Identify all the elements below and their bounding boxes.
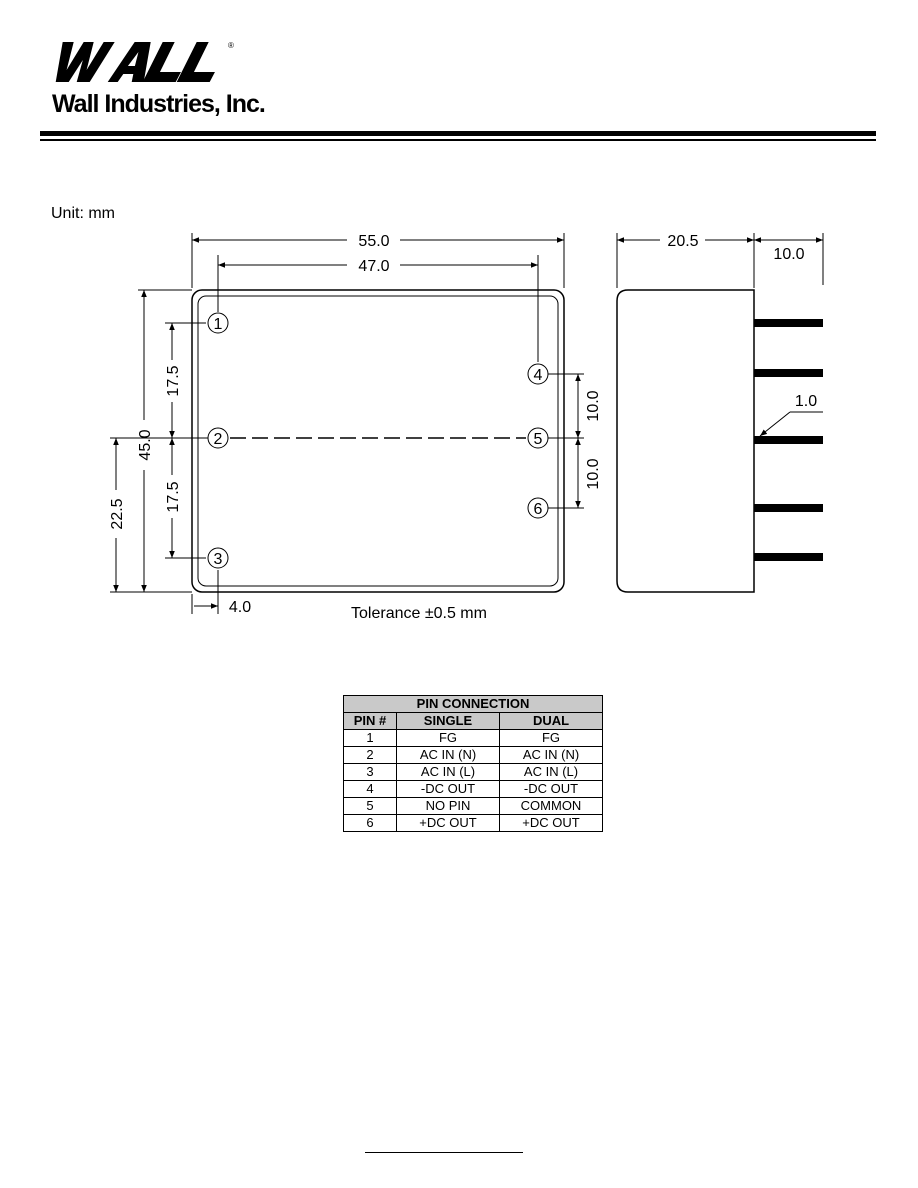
pin-number: 2 (344, 747, 397, 764)
tolerance-label: Tolerance ±0.5 mm (351, 605, 487, 622)
table-row (344, 798, 603, 815)
dual-function: -DC OUT (500, 781, 603, 798)
dual-function: +DC OUT (500, 815, 603, 832)
pin-number: 4 (344, 781, 397, 798)
dim-pin2-to-pin3: 17.5 (165, 481, 182, 513)
pin-marker-3: 3 (213, 551, 223, 568)
dual-function: FG (500, 730, 603, 747)
dim-pin4-to-pin5: 10.0 (585, 390, 602, 422)
table-row (344, 764, 603, 781)
table-row (344, 815, 603, 832)
pin-marker-1: 1 (213, 316, 223, 333)
header-dual: DUAL (500, 713, 603, 730)
dim-edge-offset: 4.0 (228, 599, 252, 616)
dim-pin-diameter: 1.0 (794, 393, 818, 410)
dim-side-depth: 20.5 (667, 233, 699, 250)
side-view-outline (617, 290, 754, 592)
dim-pin1-to-pin2: 17.5 (165, 365, 182, 397)
pin-marker-4: 4 (533, 367, 543, 384)
module-inner-outline (198, 296, 558, 586)
pin-marker-6: 6 (533, 501, 543, 518)
unit-label: Unit: mm (51, 205, 115, 222)
single-function: AC IN (L) (397, 764, 500, 781)
table-row (344, 730, 603, 747)
pin-connection-table (343, 695, 603, 832)
dim-pin-length: 10.0 (773, 246, 805, 263)
table-title: PIN CONNECTION (344, 696, 603, 713)
single-function: AC IN (N) (397, 747, 500, 764)
pin-number: 1 (344, 730, 397, 747)
pin-number: 3 (344, 764, 397, 781)
dim-overall-width: 55.0 (358, 233, 390, 250)
single-function: -DC OUT (397, 781, 500, 798)
header-pin: PIN # (344, 713, 397, 730)
pin-number: 6 (344, 815, 397, 832)
side-pin (754, 504, 823, 512)
table-row (344, 781, 603, 798)
dual-function: COMMON (500, 798, 603, 815)
footer-rule (365, 1152, 523, 1153)
pin-marker-2: 2 (213, 431, 223, 448)
dim-center-height: 22.5 (109, 498, 126, 530)
side-pin (754, 319, 823, 327)
dim-overall-height: 45.0 (137, 429, 154, 461)
pin-number: 5 (344, 798, 397, 815)
dual-function: AC IN (N) (500, 747, 603, 764)
dim-pin-span-width: 47.0 (358, 258, 390, 275)
module-outline (192, 290, 564, 592)
dual-function: AC IN (L) (500, 764, 603, 781)
registered-mark: ® (228, 41, 234, 50)
dim-pin5-to-pin6: 10.0 (585, 458, 602, 490)
single-function: NO PIN (397, 798, 500, 815)
side-pin (754, 369, 823, 377)
header-single: SINGLE (397, 713, 500, 730)
single-function: +DC OUT (397, 815, 500, 832)
pin-marker-5: 5 (533, 431, 543, 448)
single-function: FG (397, 730, 500, 747)
side-pin (754, 436, 823, 444)
table-row (344, 747, 603, 764)
side-pin (754, 553, 823, 561)
company-name: Wall Industries, Inc. (52, 90, 265, 118)
